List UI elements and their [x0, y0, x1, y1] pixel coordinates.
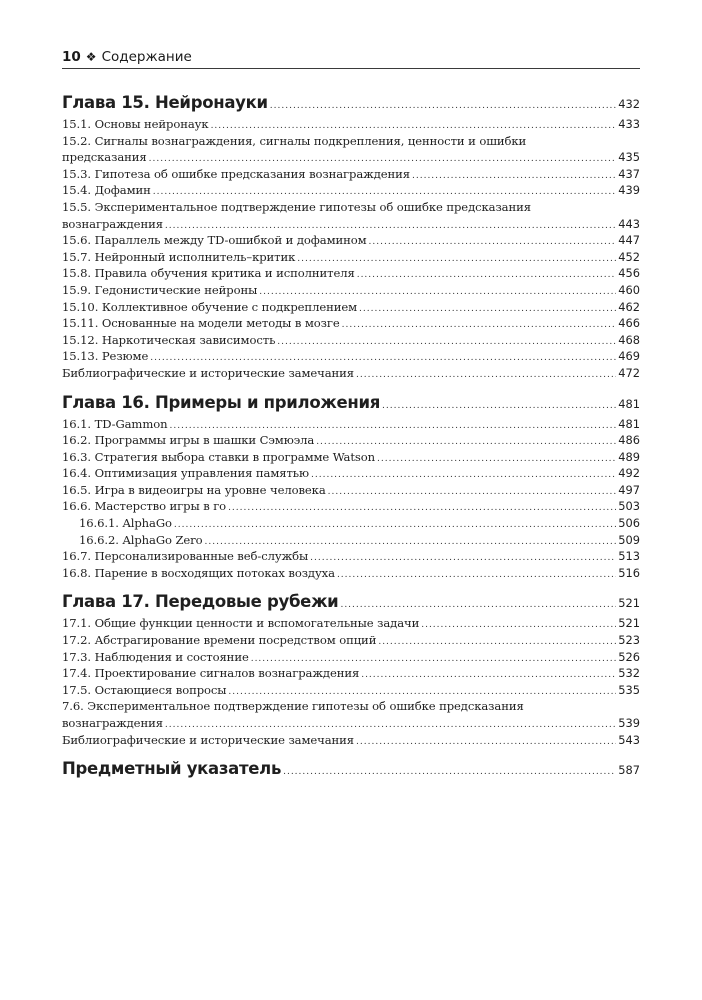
- toc-entry-page-number: 437: [618, 166, 640, 181]
- dot-leader: [316, 437, 616, 447]
- toc-entry-title: 15.12. Наркотическая зависимость: [62, 332, 276, 347]
- dot-leader: [165, 221, 616, 231]
- toc-entry-title: 16.6. Мастерство игры в го: [62, 499, 227, 514]
- table-of-contents: [62, 90, 640, 782]
- toc-entry-page-number: 532: [618, 666, 640, 681]
- toc-entry[interactable]: [62, 498, 640, 515]
- running-header: [62, 48, 640, 69]
- toc-entry-page-number: 497: [618, 482, 640, 497]
- toc-entry-page-number: 516: [618, 565, 640, 580]
- toc-entry-title: 15.9. Гедонистические нейроны: [62, 282, 258, 297]
- toc-entry-title: 16.4. Оптимизация управления памятью: [62, 466, 310, 481]
- toc-entry[interactable]: [62, 732, 640, 749]
- toc-entry[interactable]: [62, 416, 640, 433]
- dot-leader: [359, 304, 616, 314]
- dot-leader: [228, 503, 616, 513]
- toc-entry-title: 17.5. Остающиеся вопросы: [62, 682, 227, 697]
- toc-entry-title-line1: 15.5. Экспериментальное подтверждение гипотезы об ошибке предсказания: [62, 199, 531, 214]
- chapter-page-number: 521: [618, 596, 640, 611]
- toc-entry-title: 15.7. Нейронный исполнитель–критик: [62, 249, 296, 264]
- chapter-heading[interactable]: [62, 756, 640, 782]
- toc-entry-title: 15.11. Основанные на модели методы в мозге: [62, 316, 340, 331]
- dot-leader: [259, 287, 616, 297]
- toc-subentry[interactable]: [62, 515, 640, 532]
- dot-leader: [342, 320, 617, 330]
- toc-entry-page-number: 439: [618, 183, 640, 198]
- toc-entry-page-number: 486: [618, 433, 640, 448]
- toc-entry[interactable]: [62, 665, 640, 682]
- toc-entry-page-number: 543: [618, 732, 640, 747]
- toc-entry[interactable]: [62, 565, 640, 582]
- toc-entry-title: 17.4. Проектирование сигналов вознаграждения: [62, 666, 360, 681]
- dot-leader: [149, 154, 617, 164]
- chapter-title: Глава 15. Нейронауки: [62, 93, 268, 112]
- toc-entry-title: вознаграждения: [62, 216, 163, 231]
- toc-entry-title: Библиографические и исторические замечания: [62, 732, 355, 747]
- toc-entry[interactable]: [62, 116, 640, 133]
- running-header-text: [62, 48, 192, 66]
- toc-entry-page-number: 503: [618, 499, 640, 514]
- toc-entry-page-number: 469: [618, 349, 640, 364]
- toc-entry[interactable]: [62, 265, 640, 282]
- chapter-heading[interactable]: [62, 390, 640, 416]
- toc-entry-title: 16.3. Стратегия выбора ставки в программе Watson: [62, 449, 376, 464]
- dot-leader: [310, 553, 616, 563]
- chapter-block: [62, 589, 640, 748]
- dot-leader: [340, 600, 616, 610]
- dot-leader: [421, 620, 616, 630]
- toc-entry-page-number: 443: [618, 216, 640, 231]
- dot-leader: [150, 353, 616, 363]
- chapter-page-number: 587: [618, 763, 640, 778]
- toc-entry-page-number: 513: [618, 549, 640, 564]
- toc-entry[interactable]: [62, 315, 640, 332]
- toc-entry-title: 17.3. Наблюдения и состояние: [62, 649, 249, 664]
- toc-entry-title: 17.1. Общие функции ценности и вспомогательные задачи: [62, 616, 420, 631]
- toc-entry-title-line1: 15.2. Сигналы вознаграждения, сигналы подкрепления, ценности и ошибки: [62, 133, 527, 148]
- toc-entry[interactable]: [62, 449, 640, 466]
- dot-leader: [211, 121, 617, 131]
- toc-entry[interactable]: [62, 182, 640, 199]
- toc-entry-page-number: 452: [618, 249, 640, 264]
- chapter-heading[interactable]: [62, 90, 640, 116]
- dot-leader: [357, 270, 617, 280]
- ornament-separator-icon: ❖: [85, 50, 97, 64]
- dot-leader: [356, 737, 616, 747]
- section-title: Содержание: [101, 49, 192, 65]
- toc-entry[interactable]: [62, 348, 640, 365]
- dot-leader: [369, 237, 617, 247]
- toc-entry-title: 16.7. Персонализированные веб-службы: [62, 549, 309, 564]
- toc-entry-page-number: 509: [618, 532, 640, 547]
- chapter-title: Глава 17. Передовые рубежи: [62, 592, 339, 612]
- toc-entry-title: 15.10. Коллективное обучение с подкреплением: [62, 299, 358, 314]
- toc-entry-page-number: 492: [618, 466, 640, 481]
- dot-leader: [311, 470, 616, 480]
- dot-leader: [174, 520, 616, 530]
- toc-entry-title: предсказания: [62, 150, 147, 165]
- toc-entry-title: 15.8. Правила обучения критика и исполнителя: [62, 266, 355, 281]
- toc-entry-title-line1: 7.6. Экспериментальное подтверждение гипотезы об ошибке предсказания: [62, 699, 524, 714]
- chapter-block: [62, 756, 640, 782]
- dot-leader: [412, 171, 616, 181]
- toc-entry[interactable]: [62, 166, 640, 183]
- chapter-page-number: 432: [618, 97, 640, 111]
- toc-entry[interactable]: [62, 365, 640, 382]
- toc-entry-title: 15.4. Дофамин: [62, 183, 151, 198]
- toc-entry-title: 16.8. Парение в восходящих потоках воздуха: [62, 565, 335, 580]
- toc-entry[interactable]: [62, 682, 640, 699]
- toc-entry[interactable]: [62, 649, 640, 666]
- dot-leader: [382, 401, 616, 411]
- toc-entry-page-number: 456: [618, 266, 640, 281]
- toc-entry-page-number: 447: [618, 233, 640, 248]
- toc-entry-title: 17.2. Абстрагирование времени посредством опций: [62, 633, 377, 648]
- toc-entry-title: вознаграждения: [62, 716, 163, 730]
- chapter-page-number: 481: [618, 396, 640, 411]
- toc-entry-page-number: 462: [618, 299, 640, 314]
- dot-leader: [378, 637, 616, 647]
- dot-leader: [165, 720, 616, 730]
- toc-entry[interactable]: [62, 299, 640, 316]
- toc-entry[interactable]: [62, 249, 640, 266]
- toc-entry[interactable]: [62, 615, 640, 632]
- toc-entry-title: 16.2. Программы игры в шашки Сэмюэла: [62, 433, 315, 448]
- chapter-spacer: [62, 382, 640, 390]
- chapter-block: [62, 390, 640, 582]
- toc-entry-page-number: 535: [618, 682, 640, 697]
- toc-entry-page-number: 433: [618, 117, 640, 131]
- dot-leader: [377, 454, 616, 464]
- toc-entry-page-number: 523: [618, 633, 640, 648]
- toc-entry[interactable]: [62, 332, 640, 349]
- toc-entry-title: 15.13. Резюме: [62, 349, 149, 364]
- toc-entry-page-number: 506: [618, 516, 640, 531]
- toc-entry[interactable]: [62, 465, 640, 482]
- toc-entry-page-number: 435: [618, 150, 640, 165]
- toc-entry-title: 16.6.1. AlphaGo: [79, 516, 172, 531]
- toc-entry-page-number: 460: [618, 282, 640, 297]
- toc-entry-title: Библиографические и исторические замечания: [62, 365, 355, 380]
- toc-entry-title: 15.6. Параллель между TD-ошибкой и дофамином: [62, 233, 367, 248]
- dot-leader: [328, 487, 617, 497]
- toc-entry[interactable]: [62, 232, 640, 249]
- toc-entry-page-number: 466: [618, 316, 640, 331]
- chapter-spacer: [62, 581, 640, 589]
- dot-leader: [356, 370, 616, 380]
- toc-entry[interactable]: [62, 632, 640, 649]
- page-number: 10: [62, 49, 81, 65]
- toc-entry[interactable]: [62, 282, 640, 299]
- toc-subentry[interactable]: [62, 532, 640, 549]
- chapter-heading[interactable]: [62, 589, 640, 615]
- toc-entry-page-number: 521: [618, 616, 640, 631]
- toc-entry-page-number: 481: [618, 416, 640, 431]
- toc-entry[interactable]: [62, 432, 640, 449]
- dot-leader: [228, 687, 616, 697]
- chapter-title: Глава 16. Примеры и приложения: [62, 392, 381, 412]
- dot-leader: [169, 421, 616, 431]
- dot-leader: [283, 767, 616, 777]
- toc-entry-page-number: 489: [618, 449, 640, 464]
- toc-entry-title: 16.6.2. AlphaGo Zero: [79, 532, 203, 547]
- toc-entry-title: 16.1. TD-Gammon: [62, 416, 168, 431]
- toc-entry-page-number: 526: [618, 649, 640, 664]
- toc-entry[interactable]: [62, 149, 640, 166]
- dot-leader: [277, 337, 616, 347]
- dot-leader: [251, 654, 617, 664]
- toc-entry-page-number: 539: [618, 716, 640, 730]
- toc-entry-title: 16.5. Игра в видеоигры на уровне человека: [62, 482, 326, 497]
- dot-leader: [153, 187, 617, 197]
- toc-entry[interactable]: [62, 216, 640, 233]
- dot-leader: [337, 570, 616, 580]
- toc-entry[interactable]: [62, 482, 640, 499]
- toc-entry-page-number: 472: [618, 365, 640, 380]
- chapter-spacer: [62, 748, 640, 756]
- toc-entry-title: 15.3. Гипотеза об ошибке предсказания вознаграждения: [62, 166, 410, 181]
- dot-leader: [361, 670, 616, 680]
- chapter-title: Предметный указатель: [62, 759, 282, 779]
- toc-entry-title: 15.1. Основы нейронаук: [62, 117, 209, 131]
- dot-leader: [205, 537, 617, 547]
- chapter-block: [62, 90, 640, 382]
- toc-entry[interactable]: [62, 715, 640, 732]
- toc-entry[interactable]: [62, 548, 640, 565]
- dot-leader: [297, 254, 616, 264]
- dot-leader: [270, 101, 616, 111]
- toc-entry-page-number: 468: [618, 332, 640, 347]
